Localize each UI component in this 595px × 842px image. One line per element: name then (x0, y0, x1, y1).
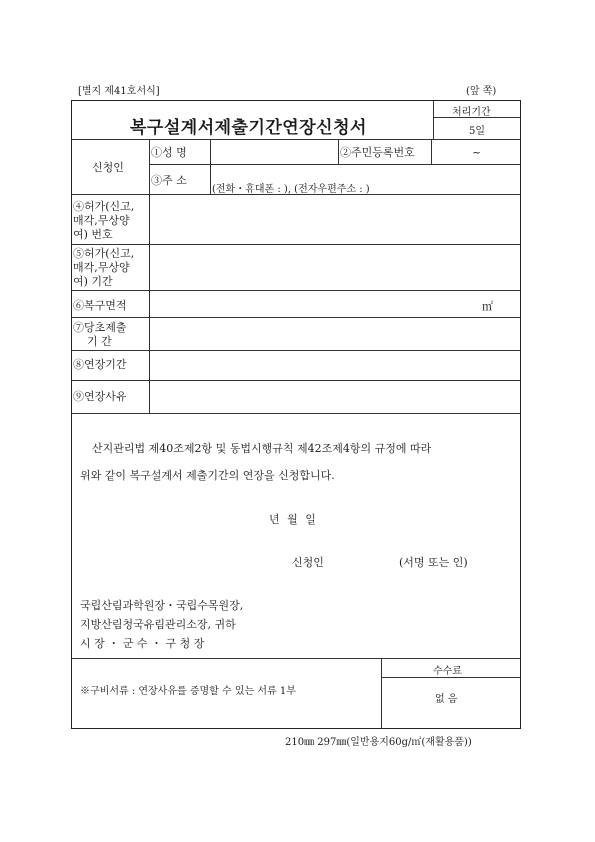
address-label: ③주 소 (151, 174, 187, 187)
resident-id-label: ②주민등록번호 (340, 146, 415, 159)
required-documents: ※구비서류 : 연장사유를 증명할 수 있는 서류 1부 (80, 686, 296, 697)
original-deadline-label: ⑦당초제출 기 간 (73, 321, 127, 348)
processing-label: 처리기간 (452, 107, 491, 118)
application-form (71, 100, 521, 729)
permit-period-label: ⑤허가(신고, 매각,무상양 여) 기간 (73, 247, 135, 288)
form-title: 복구설계서제출기간연장신청서 (130, 118, 367, 138)
extension-period-field[interactable] (150, 351, 520, 379)
contact-line[interactable]: (전화・휴대폰 : ), (전자우편주소 : ) (212, 184, 370, 195)
permit-number-field[interactable] (150, 195, 520, 243)
statement-line-2: 위와 같이 복구설계서 제출기간의 연장을 신청합니다. (80, 469, 335, 482)
paper-spec: 210㎜ 297㎜(일반용지60g/㎡(재활용품)) (285, 737, 472, 748)
permit-period-field[interactable] (150, 245, 520, 289)
page-side: (앞 쪽) (466, 86, 497, 97)
fee-value: 없 음 (435, 694, 458, 705)
application-date[interactable]: 년 월 일 (269, 513, 318, 526)
processing-value: 5일 (469, 126, 486, 137)
resident-id-value[interactable]: ~ (472, 146, 482, 159)
extension-period-label: ⑧연장기간 (73, 358, 127, 371)
addressee-line-2: 지방산림청국유림관리소장, 귀하 (80, 618, 236, 631)
fee-label: 수수료 (433, 666, 462, 677)
permit-number-label: ④허가(신고, 매각,무상양 여) 번호 (73, 200, 135, 241)
form-number: [별지 제41호서식] (78, 86, 160, 97)
addressee-line-3: 시 장 ・ 군 수 ・ 구 청 장 (80, 637, 205, 650)
extension-reason-label: ⑨연장사유 (73, 390, 127, 403)
original-deadline-field[interactable] (150, 318, 520, 350)
statement-line-1: 산지관리법 제40조제2항 및 동법시행규칙 제42조제4항의 규정에 따라 (92, 442, 432, 455)
restoration-area-label: ⑥복구면적 (73, 299, 127, 312)
name-label: ①성 명 (151, 146, 187, 159)
addressee-line-1: 국립산림과학원장・국립수목원장, (80, 599, 244, 612)
restoration-area-unit: ㎡ (482, 300, 493, 313)
signature-note[interactable]: (서명 또는 인) (399, 556, 468, 569)
extension-reason-field[interactable] (150, 381, 520, 412)
signer-label: 신청인 (292, 556, 324, 569)
applicant-section-label: 신청인 (92, 161, 124, 174)
